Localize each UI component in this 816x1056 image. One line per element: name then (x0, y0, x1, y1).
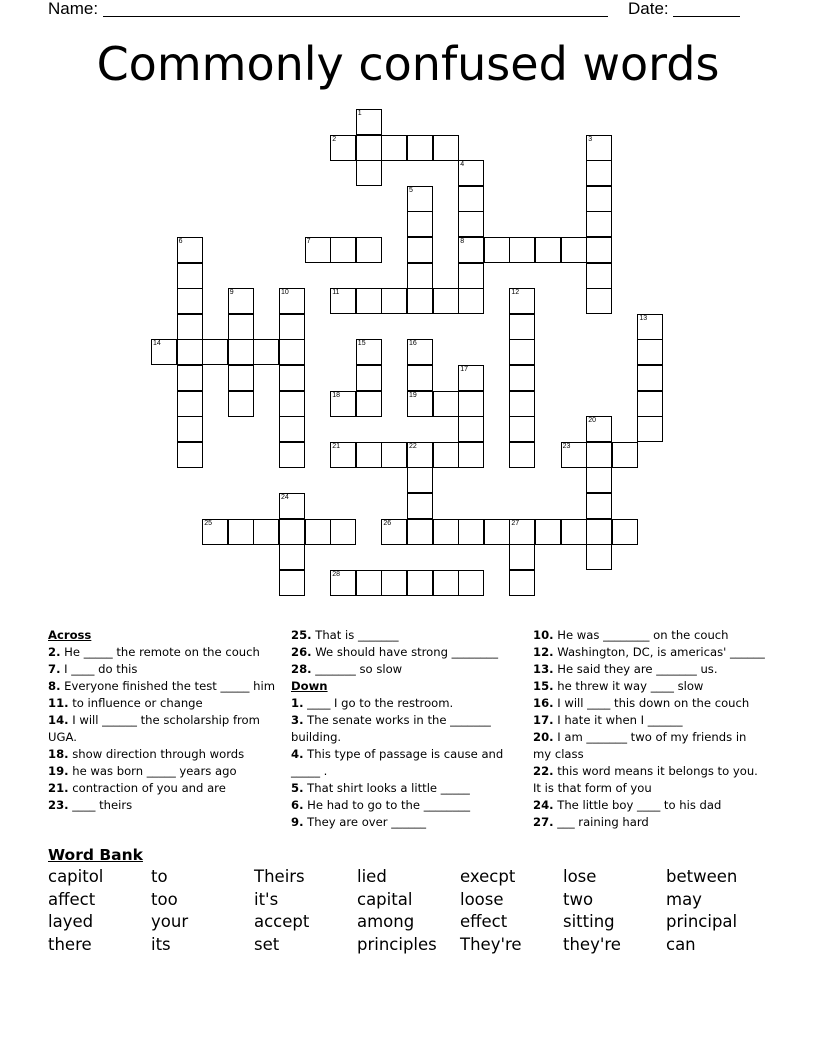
grid-cell[interactable] (458, 263, 484, 289)
grid-cell[interactable] (586, 237, 612, 263)
cell-number: 17 (460, 366, 468, 373)
cell-number: 28 (332, 570, 340, 578)
grid-cell[interactable] (279, 391, 305, 417)
grid-cell[interactable] (407, 186, 433, 212)
grid-cell[interactable] (433, 442, 459, 468)
cell-number: 7 (306, 238, 311, 245)
grid-cell[interactable] (356, 365, 382, 391)
grid-cell[interactable] (586, 160, 612, 186)
clues-column-2 (291, 627, 513, 831)
cell-number: 10 (281, 289, 289, 297)
grid-cell[interactable] (381, 519, 407, 545)
clues-column-3 (533, 627, 765, 831)
clue-number: 18. (48, 747, 69, 761)
date-label: Date: (628, 0, 669, 18)
grid-cell[interactable] (458, 519, 484, 545)
grid-cell[interactable] (279, 365, 305, 391)
clue-number: 13. (533, 662, 554, 676)
word-bank-word: layed (48, 912, 94, 931)
grid-cell[interactable] (356, 339, 382, 365)
grid-cell[interactable] (561, 519, 587, 545)
grid-cell[interactable] (509, 288, 535, 314)
grid-cell[interactable] (279, 519, 305, 545)
clue-text: He was ________ on the couch (557, 628, 729, 642)
grid-cell[interactable] (458, 160, 484, 186)
cell-number: 2 (332, 135, 337, 143)
grid-cell[interactable] (228, 391, 254, 417)
clue-number: 7. (48, 662, 61, 676)
grid-cell[interactable] (509, 416, 535, 442)
word-bank-word: principles (357, 935, 437, 954)
clue-text: The senate works in the _______ building. (291, 713, 491, 744)
clue-number: 23. (48, 798, 69, 812)
grid-cell[interactable] (407, 519, 433, 545)
clue-text: I will ____ this down on the couch (557, 696, 750, 710)
grid-cell[interactable] (228, 339, 254, 365)
grid-cell[interactable] (433, 135, 459, 161)
grid-cell[interactable] (177, 339, 203, 365)
grid-cell[interactable] (330, 135, 356, 161)
clue-number: 26. (291, 645, 312, 659)
grid-cell[interactable] (330, 519, 356, 545)
grid-cell[interactable] (535, 237, 561, 263)
cell-number: 18 (332, 391, 340, 399)
grid-cell[interactable] (586, 186, 612, 212)
cell-number: 6 (178, 238, 183, 245)
grid-cell[interactable] (407, 442, 433, 468)
grid-cell[interactable] (381, 288, 407, 314)
down-clue (291, 712, 513, 746)
clue-number: 2. (48, 645, 61, 659)
grid-cell[interactable] (330, 442, 356, 468)
down-clue (533, 712, 765, 729)
grid-cell[interactable] (586, 135, 612, 161)
down-clue (533, 661, 765, 678)
grid-cell[interactable] (330, 570, 356, 596)
cell-number: 14 (153, 340, 161, 348)
grid-cell[interactable] (356, 288, 382, 314)
grid-cell[interactable] (509, 442, 535, 468)
down-clue (533, 814, 765, 831)
clue-number: 28. (291, 662, 312, 676)
grid-cell[interactable] (586, 288, 612, 314)
clue-number: 12. (533, 645, 554, 659)
grid-cell[interactable] (356, 237, 382, 263)
grid-cell[interactable] (458, 416, 484, 442)
cell-number: 12 (511, 289, 520, 297)
grid-cell[interactable] (407, 570, 433, 596)
grid-cell[interactable] (586, 493, 612, 519)
word-bank-word: capitol (48, 867, 104, 886)
clue-number: 6. (291, 798, 304, 812)
cell-number: 5 (409, 186, 413, 194)
clue-text: he threw it way ____ slow (557, 679, 704, 693)
clue-text: ___ raining hard (557, 815, 649, 829)
word-bank-word: principal (666, 912, 738, 931)
grid-cell[interactable] (458, 237, 484, 263)
word-bank-word: lied (357, 867, 387, 886)
grid-cell[interactable] (279, 416, 305, 442)
clue-text: Everyone finished the test _____ him (64, 679, 276, 693)
cell-number: 23 (562, 442, 571, 450)
grid-cell[interactable] (458, 186, 484, 212)
grid-cell[interactable] (228, 314, 254, 340)
word-bank-word: sitting (563, 912, 615, 931)
word-bank-word: its (151, 935, 171, 954)
word-bank-word: lose (563, 867, 597, 886)
cell-number: 20 (588, 417, 596, 425)
grid-cell[interactable] (381, 135, 407, 161)
cell-number: 1 (357, 110, 362, 117)
down-clue (533, 644, 765, 661)
grid-cell[interactable] (509, 365, 535, 391)
across-clue (291, 644, 513, 661)
clue-number: 22. (533, 764, 554, 778)
grid-cell[interactable] (509, 237, 535, 263)
grid-cell[interactable] (458, 288, 484, 314)
grid-cell[interactable] (586, 211, 612, 237)
grid-cell[interactable] (279, 314, 305, 340)
grid-cell[interactable] (407, 339, 433, 365)
grid-cell[interactable] (228, 519, 254, 545)
clue-text: ____ theirs (72, 798, 133, 812)
word-bank-word: they're (563, 935, 621, 954)
clue-text: We should have strong ________ (315, 645, 499, 659)
clue-text: They are over ______ (307, 815, 427, 829)
clue-text: Washington, DC, is americas' ______ (557, 645, 765, 659)
grid-cell[interactable] (279, 544, 305, 570)
clue-number: 9. (291, 815, 304, 829)
grid-cell[interactable] (509, 544, 535, 570)
clue-text: ____ I go to the restroom. (307, 696, 454, 710)
across-clue (48, 661, 276, 678)
grid-cell[interactable] (484, 519, 510, 545)
clue-number: 20. (533, 730, 554, 744)
down-clue (291, 746, 513, 780)
grid-cell[interactable] (177, 288, 203, 314)
grid-cell[interactable] (330, 288, 356, 314)
grid-cell[interactable] (433, 570, 459, 596)
grid-cell[interactable] (433, 288, 459, 314)
grid-cell[interactable] (612, 519, 638, 545)
down-clue (533, 729, 765, 763)
clue-text: _______ so slow (315, 662, 403, 676)
grid-cell[interactable] (407, 288, 433, 314)
across-clue (48, 678, 276, 695)
grid-cell[interactable] (202, 519, 228, 545)
grid-cell[interactable] (586, 519, 612, 545)
word-bank-word: set (254, 935, 280, 954)
clue-number: 1. (291, 696, 304, 710)
grid-cell[interactable] (177, 365, 203, 391)
word-bank-word: between (666, 867, 738, 886)
clue-text: He had to go to the ________ (307, 798, 471, 812)
word-bank-word: too (151, 890, 178, 909)
cell-number: 25 (204, 519, 212, 527)
grid-cell[interactable] (637, 416, 663, 442)
grid-cell[interactable] (484, 237, 510, 263)
grid-cell[interactable] (509, 339, 535, 365)
grid-cell[interactable] (433, 391, 459, 417)
grid-cell[interactable] (177, 442, 203, 468)
down-clue (291, 797, 513, 814)
grid-cell[interactable] (177, 263, 203, 289)
cell-number: 11 (332, 289, 340, 297)
clue-number: 27. (533, 815, 554, 829)
clue-text: I ____ do this (64, 662, 138, 676)
word-bank-word: execpt (460, 867, 516, 886)
grid-cell[interactable] (202, 339, 228, 365)
clue-number: 5. (291, 781, 304, 795)
across-clue (48, 695, 276, 712)
grid-cell[interactable] (407, 135, 433, 161)
cell-number: 16 (409, 340, 417, 348)
grid-cell[interactable] (586, 416, 612, 442)
cell-number: 21 (332, 442, 340, 450)
grid-cell[interactable] (509, 570, 535, 596)
word-bank-title: Word Bank (48, 846, 143, 864)
down-clue (291, 695, 513, 712)
page-title: Commonly confused words (96, 37, 720, 91)
word-bank-word: there (48, 935, 92, 954)
cell-number: 4 (460, 161, 465, 169)
clue-number: 8. (48, 679, 61, 693)
grid-cell[interactable] (407, 391, 433, 417)
down-clue (291, 814, 513, 831)
grid-cell[interactable] (305, 237, 331, 263)
name-label: Name: (48, 0, 99, 18)
grid-cell[interactable] (356, 391, 382, 417)
clue-number: 24. (533, 798, 554, 812)
cell-number: 27 (511, 519, 520, 527)
grid-cell[interactable] (356, 109, 382, 135)
down-heading: Down (291, 679, 328, 693)
grid-cell[interactable] (586, 467, 612, 493)
word-bank-word: two (563, 890, 594, 909)
grid-cell[interactable] (407, 365, 433, 391)
grid-cell[interactable] (637, 339, 663, 365)
grid-cell[interactable] (561, 442, 587, 468)
grid-cell[interactable] (561, 237, 587, 263)
clue-text: I will ______ the scholarship from UGA. (48, 713, 260, 744)
down-clue (533, 678, 765, 695)
grid-cell[interactable] (279, 570, 305, 596)
down-clue (533, 763, 765, 797)
down-clue (291, 780, 513, 797)
across-clue (48, 763, 276, 780)
grid-cell[interactable] (407, 211, 433, 237)
grid-cell[interactable] (535, 519, 561, 545)
clue-text: The little boy ____ to his dad (557, 798, 722, 812)
clues-column-1 (48, 627, 276, 814)
clue-number: 16. (533, 696, 554, 710)
grid-cell[interactable] (637, 314, 663, 340)
clue-number: 15. (533, 679, 554, 693)
grid-cell[interactable] (330, 391, 356, 417)
grid-cell[interactable] (356, 442, 382, 468)
clue-text: this word means it belongs to you. It is that form of you (533, 764, 758, 795)
cell-number: 26 (383, 519, 392, 527)
grid-cell[interactable] (228, 288, 254, 314)
grid-cell[interactable] (407, 237, 433, 263)
cell-number: 13 (639, 314, 648, 322)
word-bank-word: capital (357, 890, 413, 909)
across-clue (291, 627, 513, 644)
grid-cell[interactable] (458, 211, 484, 237)
grid-cell[interactable] (356, 570, 382, 596)
clue-number: 17. (533, 713, 554, 727)
word-bank-word: accept (254, 912, 310, 931)
grid-cell[interactable] (407, 263, 433, 289)
grid-cell[interactable] (253, 339, 279, 365)
grid-cell[interactable] (177, 314, 203, 340)
word-bank-word: among (357, 912, 415, 931)
clue-number: 3. (291, 713, 304, 727)
grid-cell[interactable] (458, 442, 484, 468)
clue-text: show direction through words (72, 747, 245, 761)
clue-text: I hate it when I ______ (557, 713, 683, 727)
word-bank-word: your (151, 912, 189, 931)
grid-cell[interactable] (279, 442, 305, 468)
clue-text: That is _______ (315, 628, 399, 642)
grid-cell[interactable] (433, 519, 459, 545)
grid-cell[interactable] (637, 365, 663, 391)
across-clue (291, 661, 513, 678)
grid-cell[interactable] (509, 391, 535, 417)
word-bank-word: effect (460, 912, 508, 931)
word-bank-word: loose (460, 890, 504, 909)
grid-cell[interactable] (586, 544, 612, 570)
grid-cell[interactable] (509, 314, 535, 340)
clue-number: 21. (48, 781, 69, 795)
word-bank-word: may (666, 890, 702, 909)
grid-cell[interactable] (330, 237, 356, 263)
grid-cell[interactable] (637, 391, 663, 417)
clue-text: He _____ the remote on the couch (64, 645, 260, 659)
grid-cell[interactable] (177, 416, 203, 442)
grid-cell[interactable] (356, 135, 382, 161)
across-clue (48, 644, 276, 661)
grid-cell[interactable] (279, 493, 305, 519)
clue-text: He said they are _______ us. (557, 662, 718, 676)
grid-cell[interactable] (458, 391, 484, 417)
grid-cell[interactable] (381, 570, 407, 596)
across-clue (48, 797, 276, 814)
grid-cell[interactable] (458, 365, 484, 391)
grid-cell[interactable] (586, 263, 612, 289)
across-clue (48, 746, 276, 763)
grid-cell[interactable] (458, 570, 484, 596)
clue-text: contraction of you and are (72, 781, 226, 795)
word-bank-word: Theirs (254, 867, 305, 886)
across-clue (48, 780, 276, 797)
grid-cell[interactable] (381, 442, 407, 468)
cell-number: 9 (229, 289, 234, 297)
grid-cell[interactable] (356, 160, 382, 186)
clue-text: he was born _____ years ago (72, 764, 237, 778)
clue-text: to influence or change (72, 696, 203, 710)
cell-number: 15 (357, 340, 366, 348)
grid-cell[interactable] (177, 237, 203, 263)
cell-number: 19 (409, 391, 417, 399)
grid-cell[interactable] (509, 519, 535, 545)
clue-number: 11. (48, 696, 69, 710)
word-bank-word: to (151, 867, 168, 886)
clue-number: 25. (291, 628, 312, 642)
grid-cell[interactable] (586, 442, 612, 468)
clue-text: This type of passage is cause and _____ . (291, 747, 504, 778)
grid-cell[interactable] (151, 339, 177, 365)
grid-cell[interactable] (228, 365, 254, 391)
clue-number: 19. (48, 764, 69, 778)
across-clue (48, 712, 276, 746)
clue-number: 14. (48, 713, 69, 727)
down-clue (533, 695, 765, 712)
grid-cell[interactable] (407, 493, 433, 519)
across-heading: Across (48, 628, 92, 642)
cell-number: 3 (588, 135, 593, 143)
grid-cell[interactable] (279, 288, 305, 314)
word-bank-word: affect (48, 890, 96, 909)
word-bank-word: They're (460, 935, 522, 954)
cell-number: 22 (409, 442, 417, 450)
grid-cell[interactable] (612, 442, 638, 468)
word-bank-word: can (666, 935, 696, 954)
clue-number: 10. (533, 628, 554, 642)
clue-number: 4. (291, 747, 304, 761)
grid-cell[interactable] (407, 467, 433, 493)
word-bank-word: it's (254, 890, 279, 909)
cell-number: 8 (460, 238, 465, 245)
grid-cell[interactable] (253, 519, 279, 545)
down-clue (533, 627, 765, 644)
grid-cell[interactable] (305, 519, 331, 545)
down-clue (533, 797, 765, 814)
grid-cell[interactable] (177, 391, 203, 417)
cell-number: 24 (281, 494, 289, 501)
grid-cell[interactable] (279, 339, 305, 365)
clue-text: I am _______ two of my friends in my class (533, 730, 747, 761)
clue-text: That shirt looks a little _____ (307, 781, 470, 795)
